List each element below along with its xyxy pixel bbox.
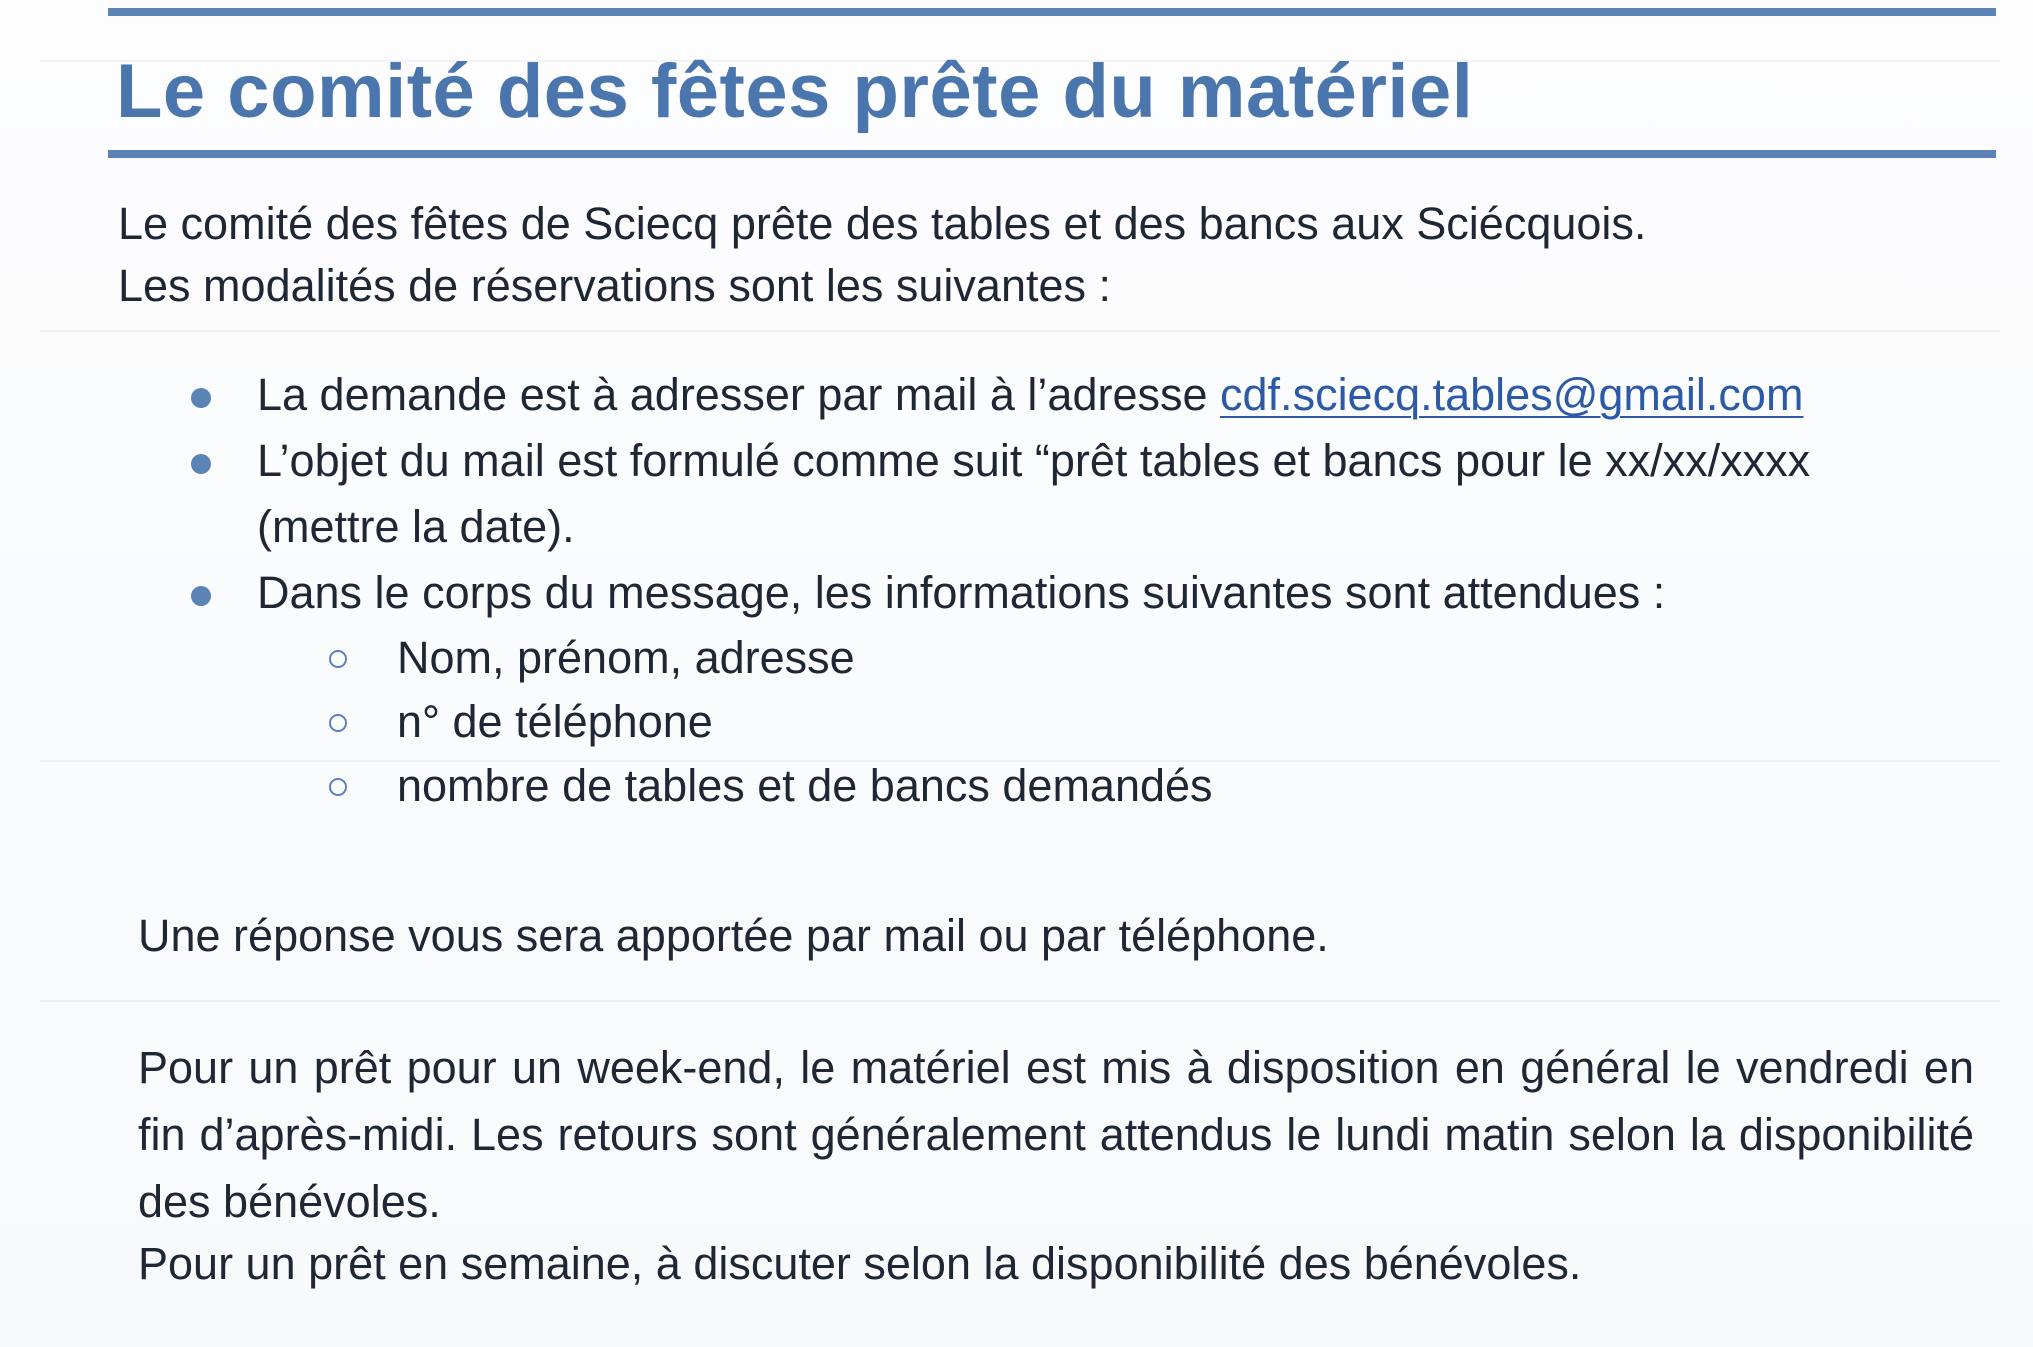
circle-bullet-icon xyxy=(329,650,347,668)
intro-line-2: Les modalités de réservations sont les suivantes : xyxy=(118,260,1112,311)
sub-item-text: nombre de tables et de bancs demandés xyxy=(397,760,1213,811)
bullet-text: La demande est à adresser par mail à l’adresse xyxy=(257,369,1221,420)
sub-list-item xyxy=(327,754,1975,818)
intro-line-1: Le comité des fêtes de Sciecq prête des tables et des bancs aux Sciécquois. xyxy=(118,198,1647,249)
required-info-list xyxy=(257,626,1975,818)
bullet-dot-icon xyxy=(191,454,211,474)
circle-bullet-icon xyxy=(329,714,347,732)
weekend-loan-paragraph: Pour un prêt pour un week-end, le matériel est mis à disposition en général le vendredi en fin d’après-midi. Les retours sont généralement attendus le lundi matin selon la disponibilité des bénévoles. xyxy=(138,1042,1974,1227)
sub-list-item xyxy=(327,690,1975,754)
circle-bullet-icon xyxy=(329,778,347,796)
scan-ghost-line xyxy=(40,1000,2000,1002)
top-divider xyxy=(108,8,1996,16)
reservation-rules-list xyxy=(185,362,1975,818)
weekday-loan-paragraph: Pour un prêt en semaine, à discuter selon la disponibilité des bénévoles. xyxy=(138,1238,1582,1289)
bullet-text-continued: (mettre la date). xyxy=(257,501,575,552)
bullet-text: Dans le corps du message, les informations suivantes sont attendues : xyxy=(257,567,1666,618)
email-link[interactable]: cdf.sciecq.tables@gmail.com xyxy=(1220,369,1804,420)
title-divider xyxy=(108,150,1996,158)
page-title: Le comité des fêtes prête du matériel xyxy=(116,49,1474,134)
bullet-dot-icon xyxy=(191,586,211,606)
sub-item-text: Nom, prénom, adresse xyxy=(397,632,855,683)
list-item xyxy=(185,560,1975,818)
bullet-text: L’objet du mail est formulé comme suit “prêt tables et bancs pour le xx/xx/xxxx xyxy=(257,435,1811,486)
reply-notice: Une réponse vous sera apportée par mail ou par téléphone. xyxy=(138,910,1329,961)
sub-list-item xyxy=(327,626,1975,690)
sub-item-text: n° de téléphone xyxy=(397,696,713,747)
scan-ghost-line xyxy=(40,330,2000,332)
list-item xyxy=(185,362,1975,428)
list-item xyxy=(185,428,1975,560)
bullet-dot-icon xyxy=(191,388,211,408)
